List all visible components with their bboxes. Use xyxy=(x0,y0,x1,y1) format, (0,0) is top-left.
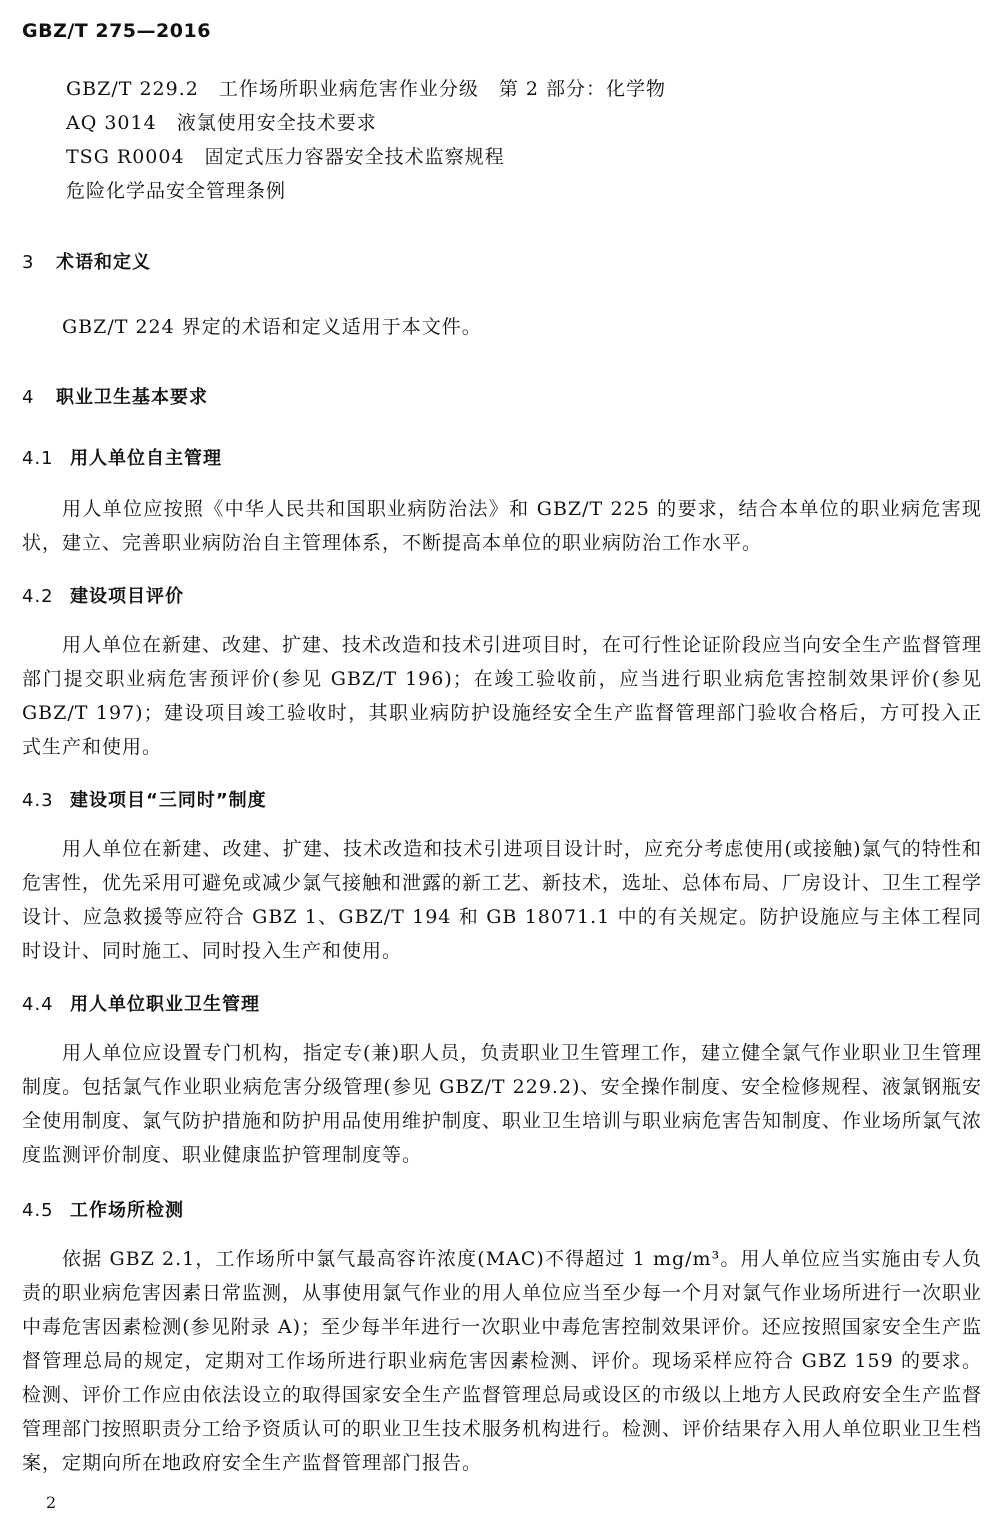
section-title: 职业卫生基本要求 xyxy=(56,387,208,408)
section-heading-4-1 xyxy=(22,444,222,470)
section-number: 4.3 xyxy=(22,790,54,811)
section-4-2-paragraph: 用人单位在新建、改建、扩建、技术改造和技术引进项目时，在可行性论证阶段应当向安全生产监督管理部门提交职业病危害预评价(参见 GBZ/T 196)；在竣工验收前，应当进行职业病危害控制效果评价(参见 GBZ/T 197)；建设项目竣工验收时，其职业病防护设施经安全生产监督管理部门验收合格后，方可投入正式生产和使用。 xyxy=(22,634,983,758)
section-title: 用人单位自主管理 xyxy=(70,448,222,469)
section-heading-4-4 xyxy=(22,990,260,1016)
section-4-1-paragraph: 用人单位应按照《中华人民共和国职业病防治法》和 GBZ/T 225 的要求，结合本单位的职业病危害现状，建立、完善职业病防治自主管理体系，不断提高本单位的职业病防治工作水平。 xyxy=(22,498,982,554)
section-heading-4-5 xyxy=(22,1196,184,1222)
section-title: 建设项目评价 xyxy=(70,586,184,607)
section-title: 建设项目“三同时”制度 xyxy=(70,790,267,811)
section-title: 用人单位职业卫生管理 xyxy=(70,994,260,1015)
section-number: 4 xyxy=(22,387,35,408)
reference-item: AQ 3014 液氯使用安全技术要求 xyxy=(66,112,377,134)
section-3-paragraph: GBZ/T 224 界定的术语和定义适用于本文件。 xyxy=(62,316,482,338)
reference-item: GBZ/T 229.2 工作场所职业病危害作业分级 第 2 部分：化学物 xyxy=(66,78,667,100)
section-4-4-paragraph: 用人单位应设置专门机构，指定专(兼)职人员，负责职业卫生管理工作，建立健全氯气作业职业卫生管理制度。包括氯气作业职业病危害分级管理(参见 GBZ/T 229.2)、安全操作制度、安全检修规程、液氯钢瓶安全使用制度、氯气防护措施和防护用品使用维护制度、职业卫生培训与职业病危害告知制度、作业场所氯气浓度监测评价制度、职业健康监护管理制度等。 xyxy=(22,1042,983,1166)
section-heading-3 xyxy=(22,248,151,274)
section-4-5-paragraph: 依据 GBZ 2.1，工作场所中氯气最高容许浓度(MAC)不得超过 1 mg/m³。用人单位应当实施由专人负责的职业病危害因素日常监测，从事使用氯气作业的用人单位应当至少每一个月对氯气作业场所进行一次职业中毒危害因素检测(参见附录 A)；至少每半年进行一次职业中毒危害控制效果评价。还应按照国家安全生产监督管理总局的规定，定期对工作场所进行职业病危害因素检测、评价。现场采样应符合 GBZ 159 的要求。检测、评价工作应由依法设立的取得国家安全生产监督管理总局或设区的市级以上地方人民政府安全生产监督管理部门按照职责分工给予资质认可的职业卫生技术服务机构进行。检测、评价结果存入用人单位职业卫生档案，定期向所在地政府安全生产监督管理部门报告。 xyxy=(22,1248,983,1474)
document-code-header: GBZ/T 275—2016 xyxy=(22,20,211,42)
reference-item: 危险化学品安全管理条例 xyxy=(66,180,287,202)
section-number: 4.2 xyxy=(22,586,54,607)
section-number: 4.1 xyxy=(22,448,54,469)
section-number: 4.4 xyxy=(22,994,54,1015)
section-heading-4-3 xyxy=(22,786,267,812)
section-4-3-paragraph: 用人单位在新建、改建、扩建、技术改造和技术引进项目设计时，应充分考虑使用(或接触)氯气的特性和危害性，优先采用可避免或减少氯气接触和泄露的新工艺、新技术，选址、总体布局、厂房设计、卫生工程学设计、应急救援等应符合 GBZ 1、GBZ/T 194 和 GB 18071.1 中的有关规定。防护设施应与主体工程同时设计、同时施工、同时投入生产和使用。 xyxy=(22,838,983,962)
normative-references-list xyxy=(66,72,666,208)
section-title: 工作场所检测 xyxy=(70,1200,184,1221)
section-heading-4-2 xyxy=(22,582,184,608)
page-number: 2 xyxy=(46,1493,57,1512)
section-number: 3 xyxy=(22,252,35,273)
section-title: 术语和定义 xyxy=(56,252,151,273)
section-heading-4 xyxy=(22,383,208,409)
reference-item: TSG R0004 固定式压力容器安全技术监察规程 xyxy=(66,146,505,168)
section-number: 4.5 xyxy=(22,1200,54,1221)
